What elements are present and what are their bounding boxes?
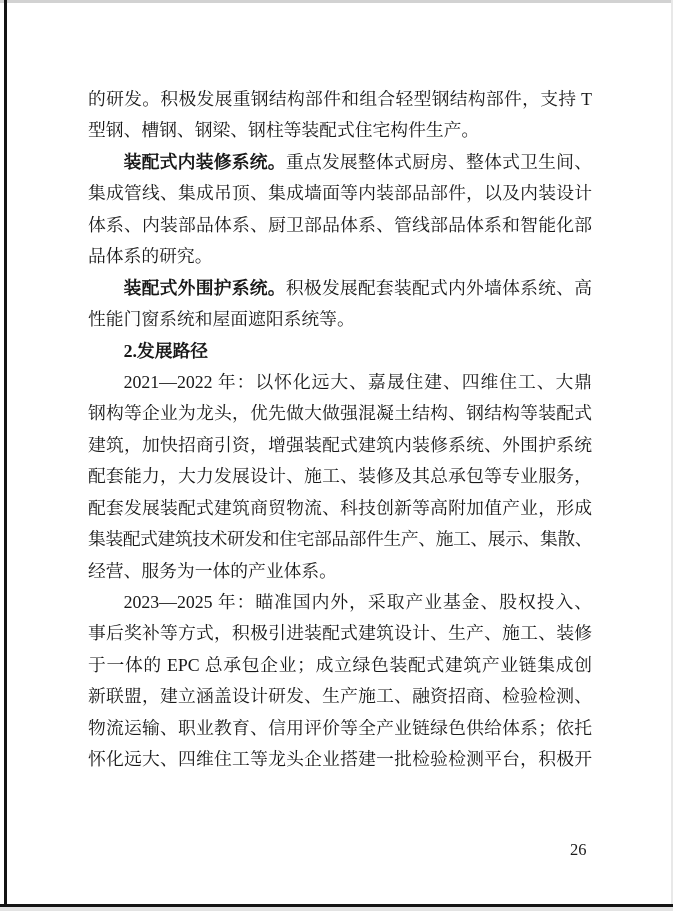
text-run: 重点发展整体式厨房、整体式卫生间、 (285, 151, 592, 172)
text-run: 性能门窗系统和屋面遮阳系统等。 (88, 309, 355, 330)
page-edge-top (0, 0, 673, 3)
text-run: 于一体的 EPC 总承包企业；成立绿色装配式建筑产业链集成创 (88, 654, 592, 675)
text-run: 配套发展装配式建筑商贸物流、科技创新等高附加值产业，形成 (88, 497, 592, 518)
text-run: 经营、服务为一体的产业体系。 (88, 560, 337, 581)
text-run: 配套能力，大力发展设计、施工、装修及其总承包等专业服务， (88, 466, 592, 487)
text-run: 集成管线、集成吊顶、集成墙面等内装部品部件，以及内装设计 (88, 183, 592, 204)
page-edge-left (4, 0, 7, 911)
text-line (88, 304, 592, 335)
text-line (88, 461, 592, 492)
document-body (88, 84, 592, 776)
text-run: 怀化远大、四维住工等龙头企业搭建一批检验检测平台，积极开 (88, 749, 592, 770)
text-run: 事后奖补等方式，积极引进装配式建筑设计、生产、施工、装修 (88, 623, 592, 644)
text-line (88, 84, 592, 115)
inline-heading: 装配式外围护系统。 (123, 277, 286, 298)
text-run: 型钢、槽钢、钢梁、钢柱等装配式住宅构件生产。 (88, 120, 480, 141)
page-number: 26 (570, 840, 587, 859)
text-line (88, 524, 592, 555)
inline-heading: 装配式内装修系统。 (123, 151, 286, 172)
text-line (88, 650, 592, 681)
text-line (88, 587, 592, 618)
text-line (88, 273, 592, 304)
text-run: 体系、内装部品体系、厨卫部品体系、管线部品体系和智能化部 (88, 214, 592, 235)
section-heading: 2.发展路径 (123, 340, 209, 361)
text-line (88, 681, 592, 712)
page-edge-shadow (0, 907, 673, 911)
text-run: 积极发展配套装配式内外墙体系统、高 (285, 277, 592, 298)
text-run: 的研发。积极发展重钢结构部件和组合轻型钢结构部件，支持 T (88, 89, 592, 109)
text-line (88, 367, 592, 398)
text-line (88, 147, 592, 178)
text-run: 钢构等企业为龙头，优先做大做强混凝土结构、钢结构等装配式 (88, 403, 592, 424)
text-run: 2023—2025 年：瞄准国内外，采取产业基金、股权投入、 (123, 592, 592, 612)
text-line (88, 744, 592, 775)
text-line (88, 398, 592, 429)
text-line (88, 336, 592, 367)
text-line (88, 493, 592, 524)
text-line (88, 115, 592, 146)
text-line (88, 430, 592, 461)
text-run: 2021—2022 年：以怀化远大、嘉晟住建、四维住工、大鼎 (123, 371, 592, 392)
text-run: 物流运输、职业教育、信用评价等全产业链绿色供给体系；依托 (88, 717, 592, 738)
text-line (88, 241, 592, 272)
text-line (88, 210, 592, 241)
text-run: 新联盟，建立涵盖设计研发、生产施工、融资招商、检验检测、 (88, 686, 592, 707)
text-run: 建筑，加快招商引资，增强装配式建筑内装修系统、外围护系统 (88, 434, 592, 455)
text-run: 品体系的研究。 (88, 246, 213, 267)
text-line (88, 713, 592, 744)
text-line (88, 556, 592, 587)
text-run: 集装配式建筑技术研发和住宅部品部件生产、施工、展示、集散、 (88, 529, 592, 550)
text-line (88, 178, 592, 209)
text-line (88, 618, 592, 649)
